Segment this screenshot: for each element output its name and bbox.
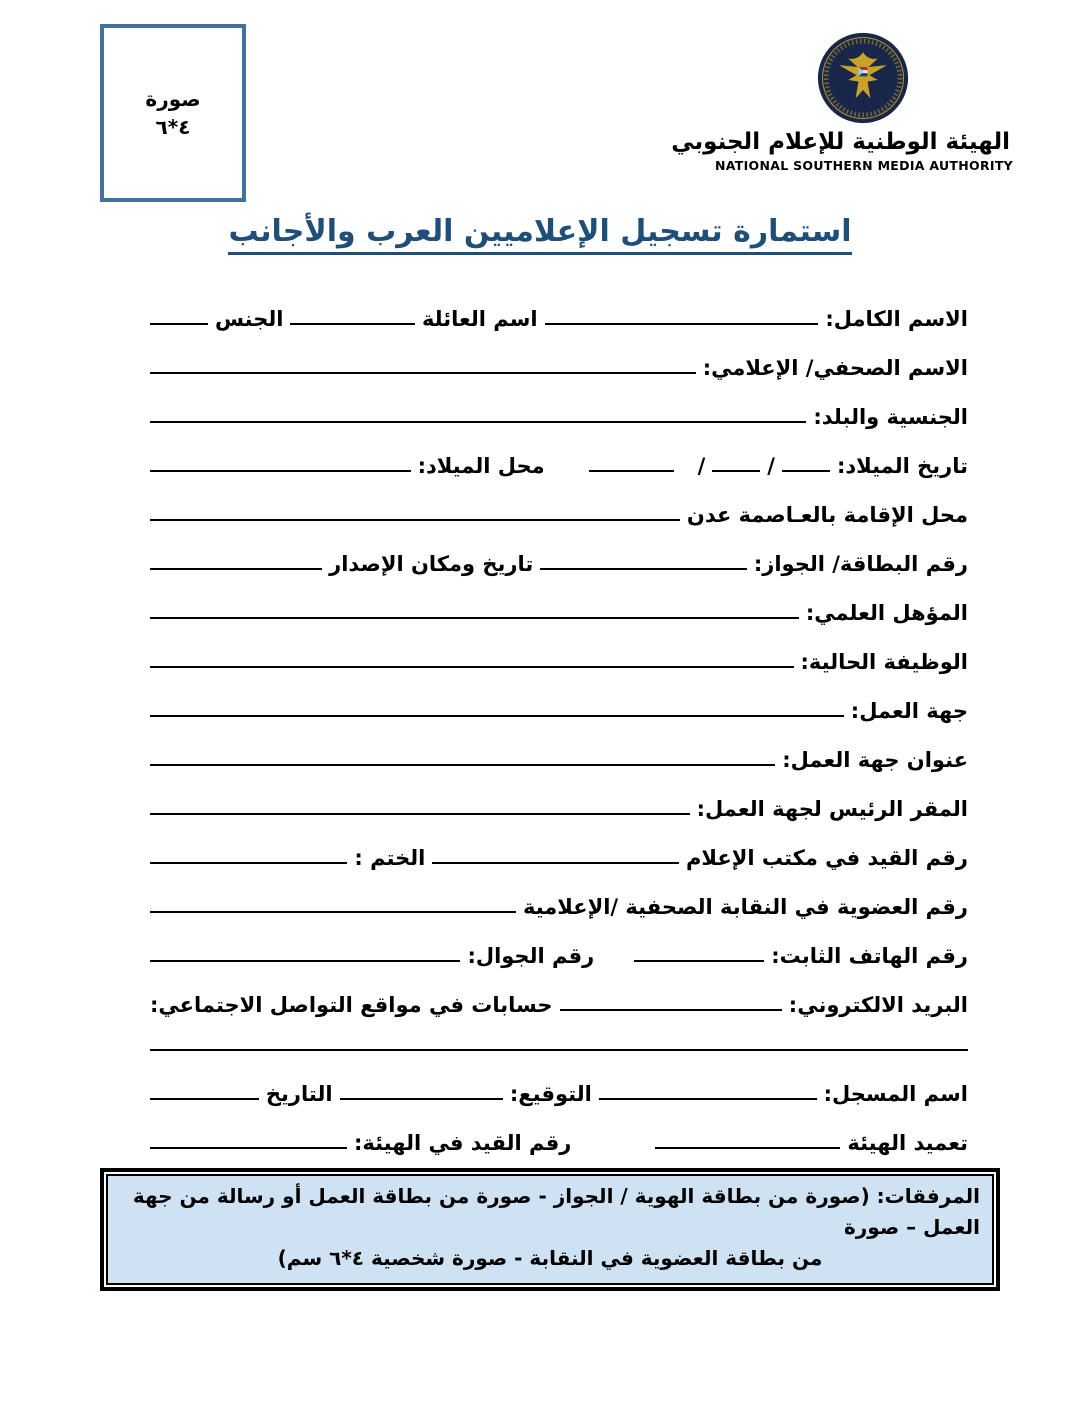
row-employer (150, 675, 968, 724)
field-label: الوظيفة الحالية: (800, 649, 968, 674)
field-label: التاريخ (265, 1081, 333, 1106)
field-label: محل الإقامة بالعـاصمة عدن (686, 502, 968, 527)
row-authority-endorsement (150, 1107, 968, 1156)
fill-line (150, 617, 799, 619)
field-label: التوقيع: (509, 1081, 592, 1106)
row-registrar (150, 1058, 968, 1107)
fill-line (150, 1049, 968, 1051)
field-label: الاسم الكامل: (825, 306, 968, 331)
fill-line (340, 1098, 503, 1100)
field-label: المؤهل العلمي: (805, 600, 968, 625)
field-label: تعميد الهيئة (847, 1130, 968, 1155)
field-label: الاسم الصحفي/ الإعلامي: (702, 355, 968, 380)
attachments-line-2: من بطاقة العضوية في النقابة - صورة شخصية ٤*٦ سم) (277, 1246, 823, 1270)
field-label: محل الميلاد: (417, 453, 545, 478)
row-social-accounts-line (150, 1018, 968, 1058)
row-id-passport (150, 528, 968, 577)
row-residence-aden (150, 479, 968, 528)
fill-line (290, 323, 414, 325)
field-label: تاريخ الميلاد: (836, 453, 968, 478)
field-label: الختم : (354, 845, 426, 870)
field-label: رقم الجوال: (467, 943, 595, 968)
row-phones (150, 920, 968, 969)
photo-box (100, 24, 246, 202)
fill-line (540, 568, 747, 570)
slash-separator: / (767, 453, 775, 478)
fill-line (150, 862, 347, 864)
fill-line (655, 1147, 840, 1149)
attachments-note-box (100, 1168, 1000, 1291)
row-current-job (150, 626, 968, 675)
field-label: الجنسية والبلد: (813, 404, 968, 429)
fill-line (150, 715, 844, 717)
authority-logo-block (671, 32, 1014, 173)
photo-size: ٤*٦ (155, 115, 191, 139)
row-email-social (150, 969, 968, 1018)
fill-line (150, 519, 680, 521)
field-label: البريد الالكتروني: (788, 992, 968, 1017)
field-label: رقم القيد في الهيئة: (353, 1130, 572, 1155)
fill-line (634, 960, 764, 962)
field-label: اسم المسجل: (823, 1081, 968, 1106)
fill-line (150, 323, 208, 325)
fill-line (560, 1009, 782, 1011)
attachments-note-inner (106, 1174, 994, 1285)
row-nationality-country (150, 381, 968, 430)
row-full-name (150, 283, 968, 332)
field-label: رقم العضوية في النقابة الصحفية /الإعلامية (523, 894, 968, 919)
field-label: حسابات في مواقع التواصل الاجتماعي: (150, 992, 553, 1017)
row-employer-address (150, 724, 968, 773)
slash-separator: / (697, 453, 706, 478)
row-birth-date-place (150, 430, 968, 479)
fill-line (150, 666, 794, 668)
fill-line (150, 1098, 259, 1100)
fill-line (712, 470, 760, 472)
fill-line (545, 323, 819, 325)
fill-line (150, 421, 806, 423)
field-label: رقم القيد في مكتب الإعلام (686, 845, 968, 870)
field-label: جهة العمل: (850, 698, 968, 723)
photo-caption: صورة (145, 87, 201, 111)
fill-line (150, 813, 690, 815)
field-label: عنوان جهة العمل: (782, 747, 968, 772)
attachments-line-1: المرفقات: (صورة من بطاقة الهوية / الجواز - صورة من بطاقة العمل أو رسالة من جهة العمل – صورة (132, 1184, 980, 1239)
row-qualification (150, 577, 968, 626)
field-label: المقر الرئيس لجهة العمل: (696, 796, 968, 821)
row-press-name (150, 332, 968, 381)
title-wrap (0, 214, 1080, 255)
fill-line (599, 1098, 817, 1100)
field-label: رقم البطاقة/ الجواز: (753, 551, 968, 576)
fill-line (432, 862, 679, 864)
fill-line (150, 911, 516, 913)
row-media-office-registration (150, 822, 968, 871)
field-label: تاريخ ومكان الإصدار (329, 551, 534, 576)
form-title: استمارة تسجيل الإعلاميين العرب والأجانب (228, 214, 851, 255)
field-label: رقم الهاتف الثابت: (771, 943, 968, 968)
row-syndicate-membership (150, 871, 968, 920)
authority-name-english: NATIONAL SOUTHERN MEDIA AUTHORITY (715, 158, 1014, 173)
fill-line (782, 470, 830, 472)
fill-line (150, 764, 775, 766)
fill-line (150, 960, 460, 962)
field-label: الجنس (215, 306, 284, 331)
authority-name-arabic: الهيئة الوطنية للإعلام الجنوبي (671, 129, 1010, 155)
field-label: اسم العائلة (421, 306, 538, 331)
authority-seal-icon (817, 32, 909, 124)
form-rows (150, 283, 968, 1156)
fill-line (150, 470, 411, 472)
fill-line (150, 372, 696, 374)
fill-line (150, 1147, 347, 1149)
fill-line (150, 568, 322, 570)
fill-line (589, 470, 674, 472)
row-employer-hq (150, 773, 968, 822)
